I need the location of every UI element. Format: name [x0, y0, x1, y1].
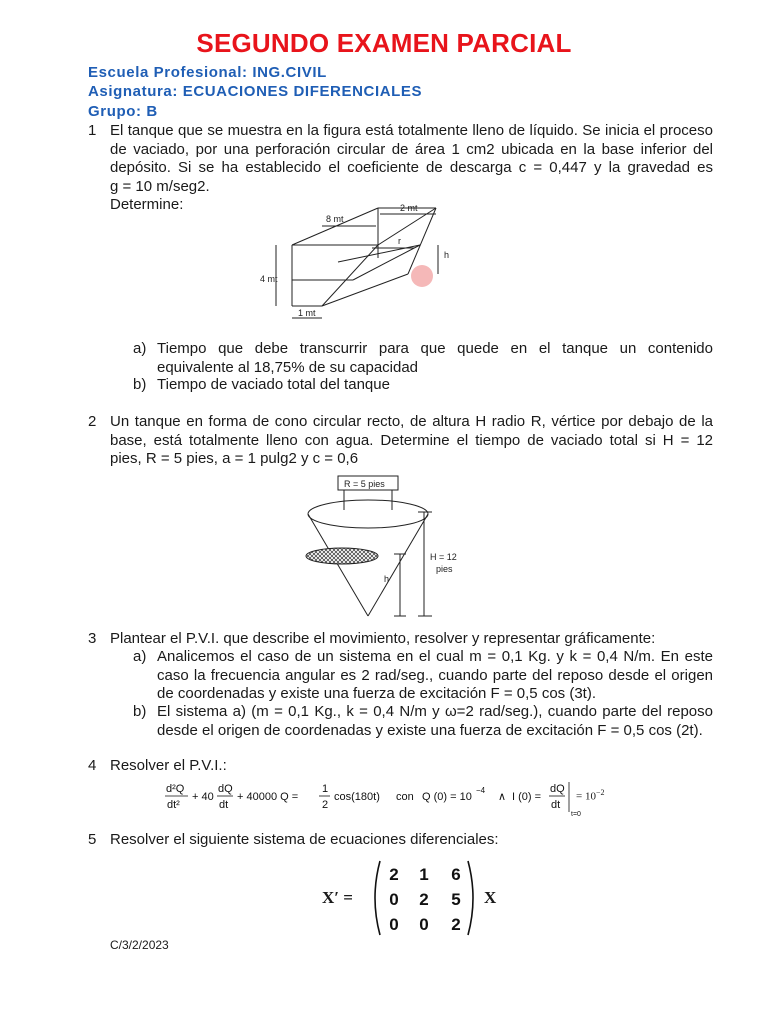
matrix-cell: 1: [419, 865, 429, 884]
question-line: Determine:: [110, 196, 184, 213]
question-3-intro: Plantear el P.V.I. que describe el movimiento, resolver y representar gráficamente:: [110, 630, 656, 647]
question-line: pies, R = 5 pies, a = 1 pulg2 y c = 0,6: [110, 450, 359, 467]
eq-term: ∧: [498, 791, 507, 803]
option-label: a): [133, 648, 147, 665]
exam-title: SEGUNDO EXAMEN PARCIAL: [196, 28, 572, 58]
question-line: base, está totalmente lleno con agua. Determine el tiempo de vaciado total si H = 12: [110, 431, 713, 449]
eq-term: t=0: [571, 811, 581, 818]
dim-label: 2 mt: [400, 203, 418, 213]
eq-term: −2: [595, 788, 605, 797]
dim-label: H = 12: [430, 552, 457, 562]
option-line: Analicemos el caso de un sistema en el cual m = 0,1 Kg. y k = 0,4 N/m. En este: [157, 648, 713, 665]
eq-term: 1: [322, 783, 329, 795]
matrix-lhs: X′ =: [322, 888, 353, 907]
option-a-text: [157, 648, 713, 704]
question-line: Un tanque en forma de cono circular recto, de altura H radio R, vértice por debajo de la: [110, 413, 713, 430]
tank-figure: [258, 198, 468, 326]
eq-term: Q (0) = 10: [422, 791, 472, 803]
dim-label: h: [384, 574, 390, 584]
eq-term: con: [396, 791, 414, 803]
matrix-cell: 2: [389, 865, 399, 884]
matrix-cell: 0: [419, 915, 429, 934]
matrix-cell: 2: [451, 915, 461, 934]
eq-term: dQ: [550, 783, 565, 795]
eq-term: −4: [476, 786, 486, 795]
option-line: de coordenadas y existe una fuerza de excitación F = 0,5 cos (3t).: [157, 685, 596, 702]
ivp-equation: [160, 778, 600, 822]
option-b-text: Tiempo de vaciado total del tanque: [157, 376, 390, 393]
option-label: b): [133, 376, 147, 393]
eq-term: dt²: [167, 799, 180, 811]
question-line: depósito. Si se ha establecido el coeficiente de descarga c = 0,447 y la gravedad es: [110, 159, 713, 176]
option-line: desde el origen de coordenadas y existe una fuerza de excitación F = 0,5 cos (2t).: [157, 721, 703, 739]
eq-term: = 10: [576, 790, 596, 803]
option-line: El sistema a) (m = 0,1 Kg., k = 0,4 N/m y ω=2 rad/seg.), cuando parte del reposo: [157, 703, 713, 720]
group-line: Grupo: B: [88, 103, 158, 120]
option-a-text: [157, 340, 713, 377]
question-line: de vaciado, por una perforación circular de área 1 cm2 ubicada en la base inferior del: [110, 140, 713, 158]
question-line: El tanque que se muestra en la figura está totalmente lleno de líquido. Se inicia el proceso: [110, 122, 713, 139]
option-b-text: [157, 703, 713, 740]
eq-term: dQ: [218, 783, 233, 795]
option-label: b): [133, 703, 147, 720]
eq-term: dt: [551, 799, 561, 811]
eq-term: I (0) =: [512, 791, 542, 803]
coefficient-matrix: [368, 858, 480, 938]
question-number: 5: [88, 831, 97, 848]
matrix-cell: 0: [389, 915, 399, 934]
eq-term: dt: [219, 799, 229, 811]
footer-date: C/3/2/2023: [110, 938, 169, 952]
school-line: Escuela Profesional: ING.CIVIL: [88, 64, 327, 81]
question-2-text: [110, 413, 713, 469]
matrix-rhs: X: [484, 888, 497, 907]
dim-label: 1 mt: [298, 308, 316, 318]
matrix-cell: 0: [389, 890, 399, 909]
dim-label: pies: [436, 564, 453, 574]
eq-term: 2: [322, 799, 329, 811]
eq-term: [576, 788, 604, 803]
matrix-cell: 5: [451, 890, 461, 909]
question-number: 2: [88, 413, 97, 430]
option-label: a): [133, 340, 147, 357]
question-4-text: Resolver el P.V.I.:: [110, 757, 227, 774]
eq-term: + 40: [192, 791, 214, 803]
matrix-cell: 6: [451, 865, 461, 884]
dim-label: R = 5 pies: [344, 479, 385, 489]
matrix-cell: 2: [419, 890, 429, 909]
cone-figure: [282, 474, 482, 622]
eq-term: cos(180t): [334, 791, 380, 803]
question-number: 1: [88, 122, 97, 139]
dim-label: 8 mt: [326, 214, 344, 224]
question-number: 4: [88, 757, 97, 774]
subject-line: Asignatura: ECUACIONES DIFERENCIALES: [88, 83, 423, 100]
question-5-text: Resolver el siguiente sistema de ecuaciones diferenciales:: [110, 831, 499, 848]
option-line: equivalente al 18,75% de su capacidad: [157, 358, 419, 376]
dim-label: 4 mt: [260, 274, 278, 284]
question-number: 3: [88, 630, 97, 647]
dim-label: h: [444, 250, 450, 260]
option-line: Tiempo que debe transcurrir para que quede en el tanque un contenido: [157, 340, 713, 357]
dim-label: r: [398, 236, 401, 246]
option-line: caso la frecuencia angular es 2 rad/seg., cuando parte del reposo desde el origen: [157, 666, 713, 684]
eq-term: d²Q: [166, 783, 185, 795]
question-line: g = 10 m/seg2.: [110, 177, 210, 195]
eq-term: + 40000 Q =: [237, 791, 299, 803]
